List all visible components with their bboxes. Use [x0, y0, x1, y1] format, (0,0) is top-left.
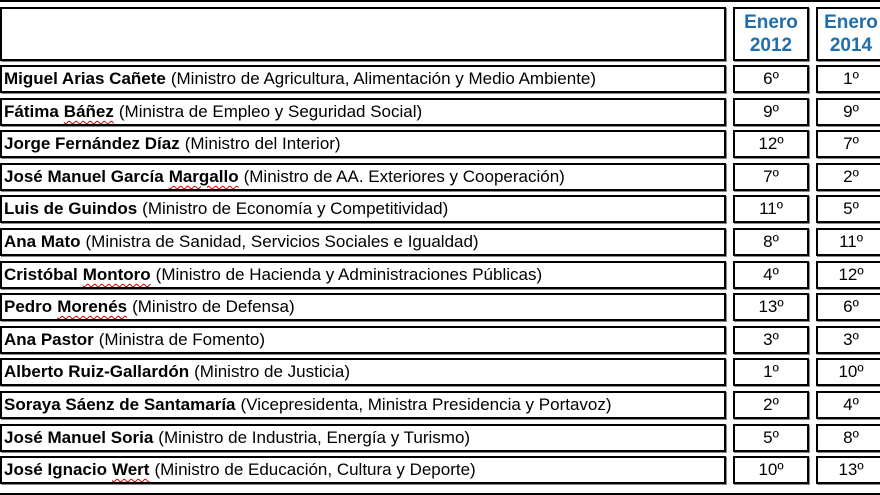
rank-jan2014: 9º — [816, 98, 880, 126]
minister-role: (Ministra de Empleo y Seguridad Social) — [118, 102, 423, 121]
header-jan2012 — [733, 7, 809, 61]
header-jan2014 — [816, 7, 880, 61]
minister-name: Fátima — [4, 102, 59, 121]
table-row — [0, 456, 726, 484]
header-name-cell — [0, 7, 726, 61]
minister-surname: Margallo — [168, 167, 239, 186]
table-row — [0, 228, 726, 256]
rank-jan2012: 1º — [733, 358, 809, 386]
minister-role: (Ministro de Defensa) — [132, 297, 295, 316]
rank-jan2014: 8º — [816, 424, 880, 452]
minister-role: (Ministra de Fomento) — [98, 330, 266, 349]
rank-jan2012: 11º — [733, 195, 809, 223]
rank-jan2014: 1º — [816, 65, 880, 93]
minister-role: (Ministro de Industria, Energía y Turismo) — [158, 428, 471, 447]
minister-surname: Montoro — [82, 265, 151, 284]
minister-surname: Wert — [111, 460, 150, 479]
minister-surname: Morenés — [57, 297, 128, 316]
table-row — [0, 293, 726, 321]
minister-name: Pedro — [4, 297, 53, 316]
rank-jan2014: 6º — [816, 293, 880, 321]
rank-jan2012: 13º — [733, 293, 809, 321]
table-row — [0, 98, 726, 126]
header-jan2014-year: 2014 — [829, 35, 873, 56]
rank-jan2012: 8º — [733, 228, 809, 256]
rank-jan2014: 4º — [816, 391, 880, 419]
rank-jan2014: 7º — [816, 130, 880, 158]
table-row — [0, 195, 726, 223]
minister-surname: Báñez — [63, 102, 114, 121]
minister-name: Ana Mato — [4, 232, 81, 251]
table-row — [0, 163, 726, 191]
rank-jan2012: 10º — [733, 456, 809, 484]
minister-name: José Ignacio — [4, 460, 107, 479]
rank-jan2014: 13º — [816, 456, 880, 484]
minister-name: Cristóbal — [4, 265, 78, 284]
rank-jan2014: 3º — [816, 326, 880, 354]
minister-name: Jorge Fernández Díaz — [4, 134, 180, 153]
rank-jan2012: 3º — [733, 326, 809, 354]
table-row — [0, 424, 726, 452]
table-row — [0, 358, 726, 386]
rank-jan2014: 12º — [816, 261, 880, 289]
header-jan2012-month: Enero — [744, 12, 798, 33]
rank-jan2012: 12º — [733, 130, 809, 158]
minister-name: Ana Pastor — [4, 330, 94, 349]
minister-name: Alberto Ruiz-Gallardón — [4, 362, 190, 381]
minister-role: (Ministro de Justicia) — [194, 362, 350, 381]
rank-jan2014: 5º — [816, 195, 880, 223]
minister-role: (Ministro de Hacienda y Administraciones Públicas) — [155, 265, 543, 284]
minister-name: José Manuel Soria — [4, 428, 154, 447]
table-row — [0, 261, 726, 289]
rank-jan2012: 7º — [733, 163, 809, 191]
header-jan2012-year: 2012 — [749, 35, 793, 56]
header-jan2014-month: Enero — [824, 12, 878, 33]
table-row — [0, 65, 726, 93]
minister-name: José Manuel García — [4, 167, 164, 186]
minister-role: (Ministro de Agricultura, Alimentación y Medio Ambiente) — [170, 69, 597, 88]
minister-role: (Ministro del Interior) — [184, 134, 341, 153]
minister-name: Miguel Arias Cañete — [4, 69, 166, 88]
minister-role: (Ministro de AA. Exteriores y Cooperación) — [243, 167, 565, 186]
table-row — [0, 326, 726, 354]
rank-jan2012: 6º — [733, 65, 809, 93]
minister-role: (Ministra de Sanidad, Servicios Sociales e Igualdad) — [85, 232, 479, 251]
rank-jan2014: 11º — [816, 228, 880, 256]
rank-jan2014: 2º — [816, 163, 880, 191]
minister-name: Luis de Guindos — [4, 199, 138, 218]
rank-jan2012: 2º — [733, 391, 809, 419]
minister-role: (Ministro de Economía y Competitividad) — [142, 199, 449, 218]
table-row — [0, 130, 726, 158]
rank-jan2012: 9º — [733, 98, 809, 126]
rank-jan2014: 10º — [816, 358, 880, 386]
rank-jan2012: 5º — [733, 424, 809, 452]
table-row — [0, 391, 726, 419]
minister-role: (Ministro de Educación, Cultura y Deporte) — [154, 460, 476, 479]
rank-jan2012: 4º — [733, 261, 809, 289]
minister-name: Soraya Sáenz de Santamaría — [4, 395, 236, 414]
minister-role: (Vicepresidenta, Ministra Presidencia y Portavoz) — [240, 395, 612, 414]
